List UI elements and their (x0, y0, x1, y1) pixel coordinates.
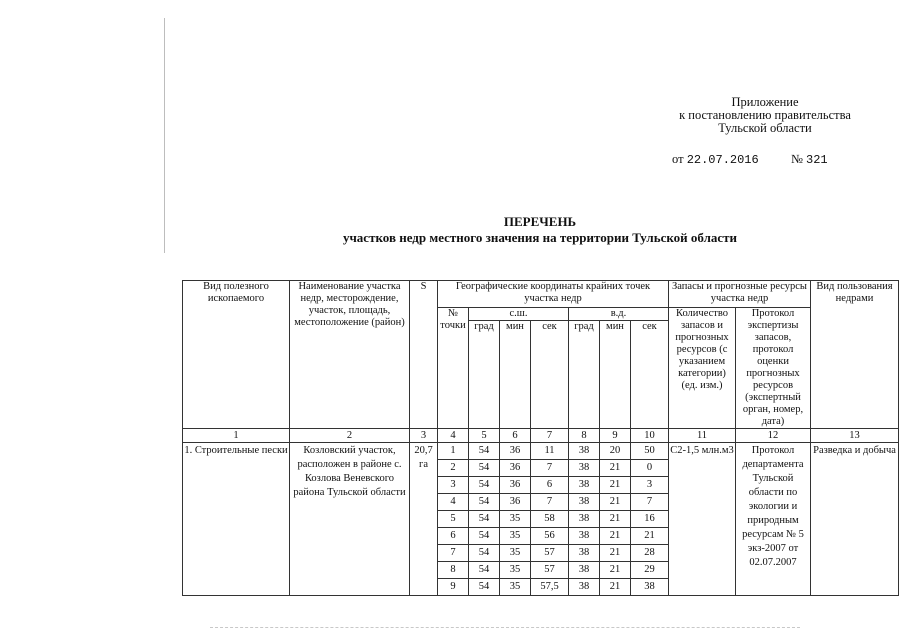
site-name-cell: Козловский участок, расположен в районе с. Козлова Веневского района Тульской области (290, 443, 410, 596)
lat-min: 36 (500, 460, 531, 477)
annex-line-3: Тульской области (718, 121, 812, 135)
lat-sec: 7 (531, 460, 569, 477)
lon-deg: 38 (569, 443, 600, 460)
header-coordinates: Географические координаты крайних точек участка недр (438, 281, 669, 308)
lat-deg: 54 (469, 562, 500, 579)
column-number: 7 (531, 429, 569, 443)
lat-deg: 54 (469, 545, 500, 562)
lat-deg: 54 (469, 460, 500, 477)
header-lon-deg: град (569, 321, 600, 429)
order-from-label: от (672, 152, 684, 166)
lat-sec: 57 (531, 545, 569, 562)
lat-min: 35 (500, 528, 531, 545)
lat-sec: 11 (531, 443, 569, 460)
lon-min: 21 (600, 494, 631, 511)
header-reserves: Запасы и прогнозные ресурсы участка недр (669, 281, 811, 308)
header-lon-sec: сек (631, 321, 669, 429)
order-number: 321 (806, 153, 828, 167)
area-unit: га (419, 459, 428, 470)
lon-min: 20 (600, 443, 631, 460)
lon-sec: 3 (631, 477, 669, 494)
lon-deg: 38 (569, 579, 600, 596)
lon-deg: 38 (569, 477, 600, 494)
column-number: 4 (438, 429, 469, 443)
lon-min: 21 (600, 477, 631, 494)
annex-line-1: Приложение (731, 95, 799, 109)
lon-sec: 38 (631, 579, 669, 596)
lon-sec: 0 (631, 460, 669, 477)
header-protocol: Протокол экспертизы запасов, протокол оценки прогнозных ресурсов (экспертный орган, номер, дата) (736, 308, 811, 429)
lat-min: 35 (500, 511, 531, 528)
lat-deg: 54 (469, 494, 500, 511)
lat-min: 36 (500, 477, 531, 494)
lat-deg: 54 (469, 528, 500, 545)
header-longitude: в.д. (569, 308, 669, 321)
column-number: 1 (183, 429, 290, 443)
use-type-cell: Разведка и добыча (811, 443, 899, 596)
lat-sec: 57 (531, 562, 569, 579)
lat-min: 35 (500, 579, 531, 596)
protocol-cell: Протокол департамента Тульской области по экологии и природным ресурсам № 5 экз-2007 от 02.07.2007 (736, 443, 811, 596)
lon-min: 21 (600, 579, 631, 596)
coordinate-row (183, 443, 899, 460)
point-number: 9 (438, 579, 469, 596)
column-number: 11 (669, 429, 736, 443)
header-lat-deg: град (469, 321, 500, 429)
deposits-table (182, 280, 899, 596)
lon-sec: 16 (631, 511, 669, 528)
column-numbers-row (183, 429, 899, 443)
header-latitude: с.ш. (469, 308, 569, 321)
lat-deg: 54 (469, 477, 500, 494)
lat-deg: 54 (469, 579, 500, 596)
point-number: 6 (438, 528, 469, 545)
lon-sec: 50 (631, 443, 669, 460)
area-value: 20,7 (414, 445, 433, 456)
lon-min: 21 (600, 545, 631, 562)
lat-sec: 6 (531, 477, 569, 494)
quantity-cell: С2-1,5 млн.м3 (669, 443, 736, 596)
lon-deg: 38 (569, 494, 600, 511)
column-number: 2 (290, 429, 410, 443)
order-reference (672, 152, 828, 167)
lon-deg: 38 (569, 528, 600, 545)
point-number: 8 (438, 562, 469, 579)
header-point-number: № точки (438, 308, 469, 429)
lon-min: 21 (600, 460, 631, 477)
lon-min: 21 (600, 562, 631, 579)
lon-deg: 38 (569, 545, 600, 562)
lon-deg: 38 (569, 460, 600, 477)
lon-deg: 38 (569, 511, 600, 528)
area-cell (410, 443, 438, 596)
lat-min: 35 (500, 545, 531, 562)
column-number: 3 (410, 429, 438, 443)
lat-deg: 54 (469, 443, 500, 460)
header-lat-min: мин (500, 321, 531, 429)
lat-sec: 57,5 (531, 579, 569, 596)
point-number: 2 (438, 460, 469, 477)
header-site-name: Наименование участка недр, месторождение, участок, площадь, местоположение (район) (290, 281, 410, 429)
point-number: 3 (438, 477, 469, 494)
lat-min: 35 (500, 562, 531, 579)
scan-margin-line (164, 18, 165, 253)
annex-line-2: к постановлению правительства (679, 108, 851, 122)
point-number: 1 (438, 443, 469, 460)
column-number: 5 (469, 429, 500, 443)
point-number: 5 (438, 511, 469, 528)
scan-bottom-line (210, 627, 800, 628)
lat-deg: 54 (469, 511, 500, 528)
lat-min: 36 (500, 494, 531, 511)
lat-min: 36 (500, 443, 531, 460)
column-number: 6 (500, 429, 531, 443)
lat-sec: 56 (531, 528, 569, 545)
column-number: 13 (811, 429, 899, 443)
title-heading: ПЕРЕЧЕНЬ (503, 214, 577, 229)
point-number: 7 (438, 545, 469, 562)
header-use-type: Вид пользования недрами (811, 281, 899, 429)
header-quantity: Количество запасов и прогнозных ресурсов (с указанием категории) (ед. изм.) (669, 308, 736, 429)
column-number: 12 (736, 429, 811, 443)
deposits-table-body (183, 281, 899, 596)
lon-sec: 28 (631, 545, 669, 562)
header-lat-sec: сек (531, 321, 569, 429)
lon-sec: 7 (631, 494, 669, 511)
order-date: 22.07.2016 (686, 153, 759, 167)
document-title (290, 214, 790, 246)
lon-sec: 29 (631, 562, 669, 579)
column-number: 9 (600, 429, 631, 443)
header-area: S (410, 281, 438, 429)
lat-sec: 7 (531, 494, 569, 511)
mineral-type-cell: 1. Строительные пески (183, 443, 290, 596)
lon-deg: 38 (569, 562, 600, 579)
column-number: 8 (569, 429, 600, 443)
lon-min: 21 (600, 511, 631, 528)
header-mineral-type: Вид полезного ископаемого (183, 281, 290, 429)
annex-header (640, 96, 890, 135)
order-number-label: № (790, 152, 803, 166)
lon-sec: 21 (631, 528, 669, 545)
lon-min: 21 (600, 528, 631, 545)
column-number: 10 (631, 429, 669, 443)
point-number: 4 (438, 494, 469, 511)
lat-sec: 58 (531, 511, 569, 528)
header-lon-min: мин (600, 321, 631, 429)
title-subheading: участков недр местного значения на территории Тульской области (342, 230, 738, 245)
